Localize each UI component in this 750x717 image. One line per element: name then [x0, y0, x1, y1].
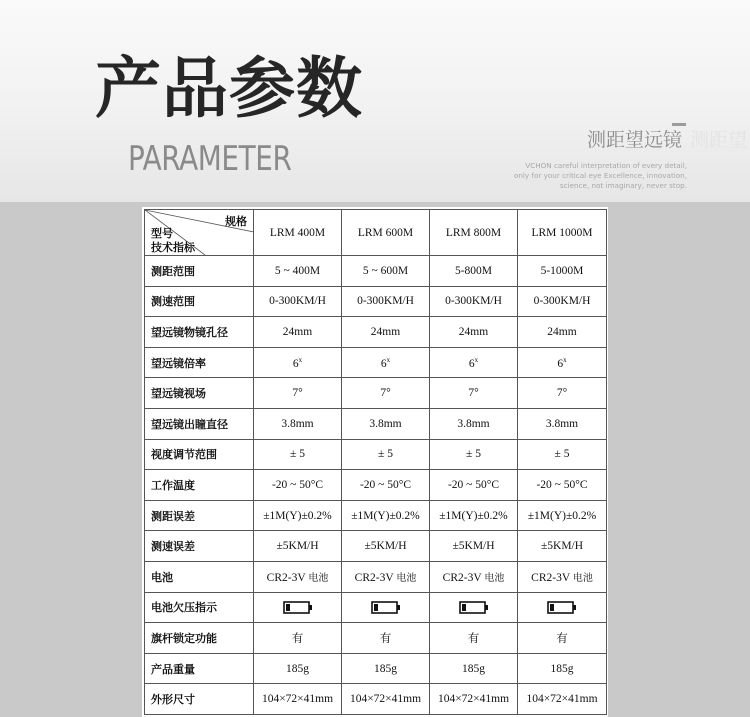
table-cell	[342, 286, 430, 317]
cell-value: ±1M(Y)±0.2%	[351, 509, 420, 522]
cell-value: 185g	[462, 662, 485, 675]
cell-value: ± 5	[554, 448, 570, 461]
table-row	[145, 286, 607, 317]
cell-value: CR2-3V	[266, 572, 306, 585]
table-cell	[430, 347, 518, 378]
row-label: 外形尺寸	[145, 684, 254, 715]
cell-value: 104×72×41mm	[526, 693, 598, 706]
table-cell	[342, 653, 430, 684]
cell-value: 6	[380, 357, 387, 370]
magnification-sup: x	[474, 355, 479, 364]
table-cell	[342, 470, 430, 501]
table-cell	[254, 256, 342, 287]
cell-value: ± 5	[466, 448, 481, 461]
cell-value: ±5KM/H	[452, 540, 495, 553]
cell-value: 3.8mm	[545, 417, 579, 430]
table-cell	[342, 378, 430, 409]
table-cell	[342, 531, 430, 562]
table-cell	[518, 500, 607, 531]
table-cell	[430, 500, 518, 531]
cell-value: 有	[379, 632, 392, 645]
table-cell	[254, 347, 342, 378]
table-row	[145, 408, 607, 439]
table-cell	[518, 378, 607, 409]
table-cell	[430, 531, 518, 562]
table-cell	[254, 531, 342, 562]
brand-name-ghost: 测距望	[690, 129, 748, 151]
table-header-row	[145, 210, 607, 256]
table-cell	[518, 408, 607, 439]
table-cell	[518, 531, 607, 562]
table-cell	[430, 653, 518, 684]
cell-value: 有	[556, 632, 568, 645]
tagline-line: VCHON careful interpretation of every detail,	[525, 161, 687, 170]
table-cell	[518, 317, 607, 348]
cell-value: 0-300KM/H	[533, 295, 591, 308]
table-cell	[342, 317, 430, 348]
row-label: 测距范围	[145, 256, 254, 287]
cell-value: 104×72×41mm	[437, 693, 510, 706]
cell-value: 7°	[292, 387, 303, 400]
row-label: 测速误差	[145, 531, 254, 562]
magnification-sup: x	[386, 355, 391, 364]
table-cell	[254, 653, 342, 684]
corner-indicator-label: 技术指标	[151, 241, 195, 254]
table-row	[145, 531, 607, 562]
cell-suffix: 电池	[308, 573, 329, 585]
table-cell	[430, 623, 518, 654]
model-header: LRM 800M	[430, 210, 518, 256]
corner-header-cell	[145, 210, 254, 256]
table-row	[145, 347, 607, 378]
table-row	[145, 592, 607, 623]
row-label: 视度调节范围	[145, 439, 254, 470]
cell-value: 24mm	[547, 325, 577, 338]
table-cell	[342, 256, 430, 287]
table-cell	[254, 317, 342, 348]
cell-value: 5-1000M	[540, 264, 584, 277]
table-cell	[342, 408, 430, 439]
table-cell	[430, 256, 518, 287]
spec-table-panel	[142, 207, 608, 717]
table-cell	[430, 561, 518, 592]
row-label: 望远镜视场	[145, 378, 254, 409]
low-battery-icon	[518, 592, 607, 623]
cell-value: 185g	[374, 662, 397, 675]
cell-value: 6	[468, 357, 475, 370]
table-cell	[342, 500, 430, 531]
cell-value: CR2-3V	[354, 572, 394, 585]
table-cell	[430, 470, 518, 501]
table-cell	[254, 286, 342, 317]
cell-value: 7°	[380, 387, 391, 400]
table-cell	[518, 256, 607, 287]
row-label: 电池	[145, 561, 254, 592]
brand-tagline	[500, 161, 687, 191]
table-cell	[518, 439, 607, 470]
table-cell	[254, 378, 342, 409]
cell-value: -20 ~ 50°C	[536, 478, 588, 491]
cell-value: ± 5	[378, 448, 393, 461]
cell-value: -20 ~ 50°C	[271, 478, 324, 491]
table-row	[145, 439, 607, 470]
cell-value: 7°	[556, 387, 568, 400]
cell-value: 3.8mm	[457, 417, 490, 430]
cell-value: -20 ~ 50°C	[447, 478, 500, 491]
table-cell	[254, 408, 342, 439]
row-label: 望远镜物镜孔径	[145, 317, 254, 348]
table-row	[145, 317, 607, 348]
cell-value: 24mm	[282, 325, 313, 338]
table-cell	[518, 623, 607, 654]
table-row	[145, 500, 607, 531]
cell-value: -20 ~ 50°C	[359, 478, 412, 491]
cell-suffix: 电池	[396, 573, 417, 585]
cell-value: 24mm	[458, 325, 489, 338]
tagline-line: science, not imaginary, never stop.	[559, 181, 687, 190]
magnification-sup: x	[298, 355, 303, 364]
page-subtitle: PARAMETER	[128, 139, 292, 179]
cell-value: 185g	[550, 662, 574, 675]
table-cell	[254, 561, 342, 592]
row-label: 测速范围	[145, 286, 254, 317]
magnification-sup: x	[563, 355, 567, 364]
row-label: 工作温度	[145, 470, 254, 501]
table-row	[145, 256, 607, 287]
table-cell	[254, 623, 342, 654]
cell-value: ±1M(Y)±0.2%	[263, 509, 332, 522]
cell-value: CR2-3V	[531, 572, 570, 585]
table-cell	[342, 561, 430, 592]
row-label: 电池欠压指示	[145, 592, 254, 623]
row-label: 测距误差	[145, 500, 254, 531]
brand-name: 测距望远镜	[587, 129, 683, 151]
low-battery-icon	[342, 592, 430, 623]
table-cell	[342, 623, 430, 654]
cell-suffix: 电池	[572, 573, 593, 585]
cell-value: 5 ~ 600M	[362, 264, 409, 277]
cell-value: ± 5	[290, 448, 305, 461]
cell-value: ±5KM/H	[364, 540, 407, 553]
model-header: LRM 600M	[342, 210, 430, 256]
table-cell	[254, 684, 342, 715]
table-cell	[518, 286, 607, 317]
table-row	[145, 653, 607, 684]
cell-value: 185g	[286, 662, 309, 675]
table-cell	[518, 684, 607, 715]
low-battery-icon	[430, 592, 518, 623]
cell-value: 104×72×41mm	[261, 693, 334, 706]
cell-value: 有	[291, 632, 304, 645]
low-battery-icon	[254, 592, 342, 623]
table-cell	[518, 347, 607, 378]
cell-value: ±1M(Y)±0.2%	[439, 509, 508, 522]
cell-suffix: 电池	[484, 573, 505, 585]
cell-value: 有	[467, 632, 480, 645]
spec-table	[144, 209, 607, 715]
cell-value: 7°	[468, 387, 479, 400]
table-cell	[430, 408, 518, 439]
table-cell	[430, 286, 518, 317]
table-cell	[342, 439, 430, 470]
cell-value: 3.8mm	[369, 417, 402, 430]
row-label: 望远镜倍率	[145, 347, 254, 378]
cell-value: 6	[292, 357, 299, 370]
cell-value: 5 ~ 400M	[274, 264, 321, 277]
cell-value: 0-300KM/H	[445, 295, 502, 308]
row-label: 望远镜出瞳直径	[145, 408, 254, 439]
table-cell	[518, 653, 607, 684]
table-row	[145, 623, 607, 654]
table-cell	[430, 439, 518, 470]
table-cell	[430, 684, 518, 715]
brand-divider	[672, 123, 686, 126]
cell-value: 104×72×41mm	[349, 693, 422, 706]
row-label: 产品重量	[145, 653, 254, 684]
cell-value: 5-800M	[454, 264, 493, 277]
row-label: 旗杆锁定功能	[145, 623, 254, 654]
table-cell	[254, 470, 342, 501]
corner-spec-label: 规格	[225, 215, 247, 228]
model-header: LRM 400M	[254, 210, 342, 256]
cell-value: ±1M(Y)±0.2%	[527, 509, 597, 522]
table-cell	[342, 347, 430, 378]
page-title: 产品参数	[95, 50, 363, 127]
table-row	[145, 378, 607, 409]
cell-value: ±5KM/H	[276, 540, 319, 553]
cell-value: 6	[557, 357, 564, 370]
table-row	[145, 684, 607, 715]
cell-value: 24mm	[370, 325, 401, 338]
tagline-line: only for your critical eye Excellence, innovation,	[513, 171, 687, 180]
table-cell	[254, 500, 342, 531]
cell-value: 0-300KM/H	[269, 295, 326, 308]
table-row	[145, 561, 607, 592]
table-cell	[342, 684, 430, 715]
cell-value: ±5KM/H	[540, 540, 584, 553]
table-cell	[254, 439, 342, 470]
cell-value: 3.8mm	[281, 417, 314, 430]
table-cell	[518, 561, 607, 592]
table-cell	[430, 378, 518, 409]
cell-value: CR2-3V	[442, 572, 482, 585]
model-header: LRM 1000M	[518, 210, 607, 256]
table-row	[145, 470, 607, 501]
cell-value: 0-300KM/H	[357, 295, 414, 308]
table-cell	[518, 470, 607, 501]
table-cell	[430, 317, 518, 348]
corner-model-label: 型号	[151, 227, 173, 240]
